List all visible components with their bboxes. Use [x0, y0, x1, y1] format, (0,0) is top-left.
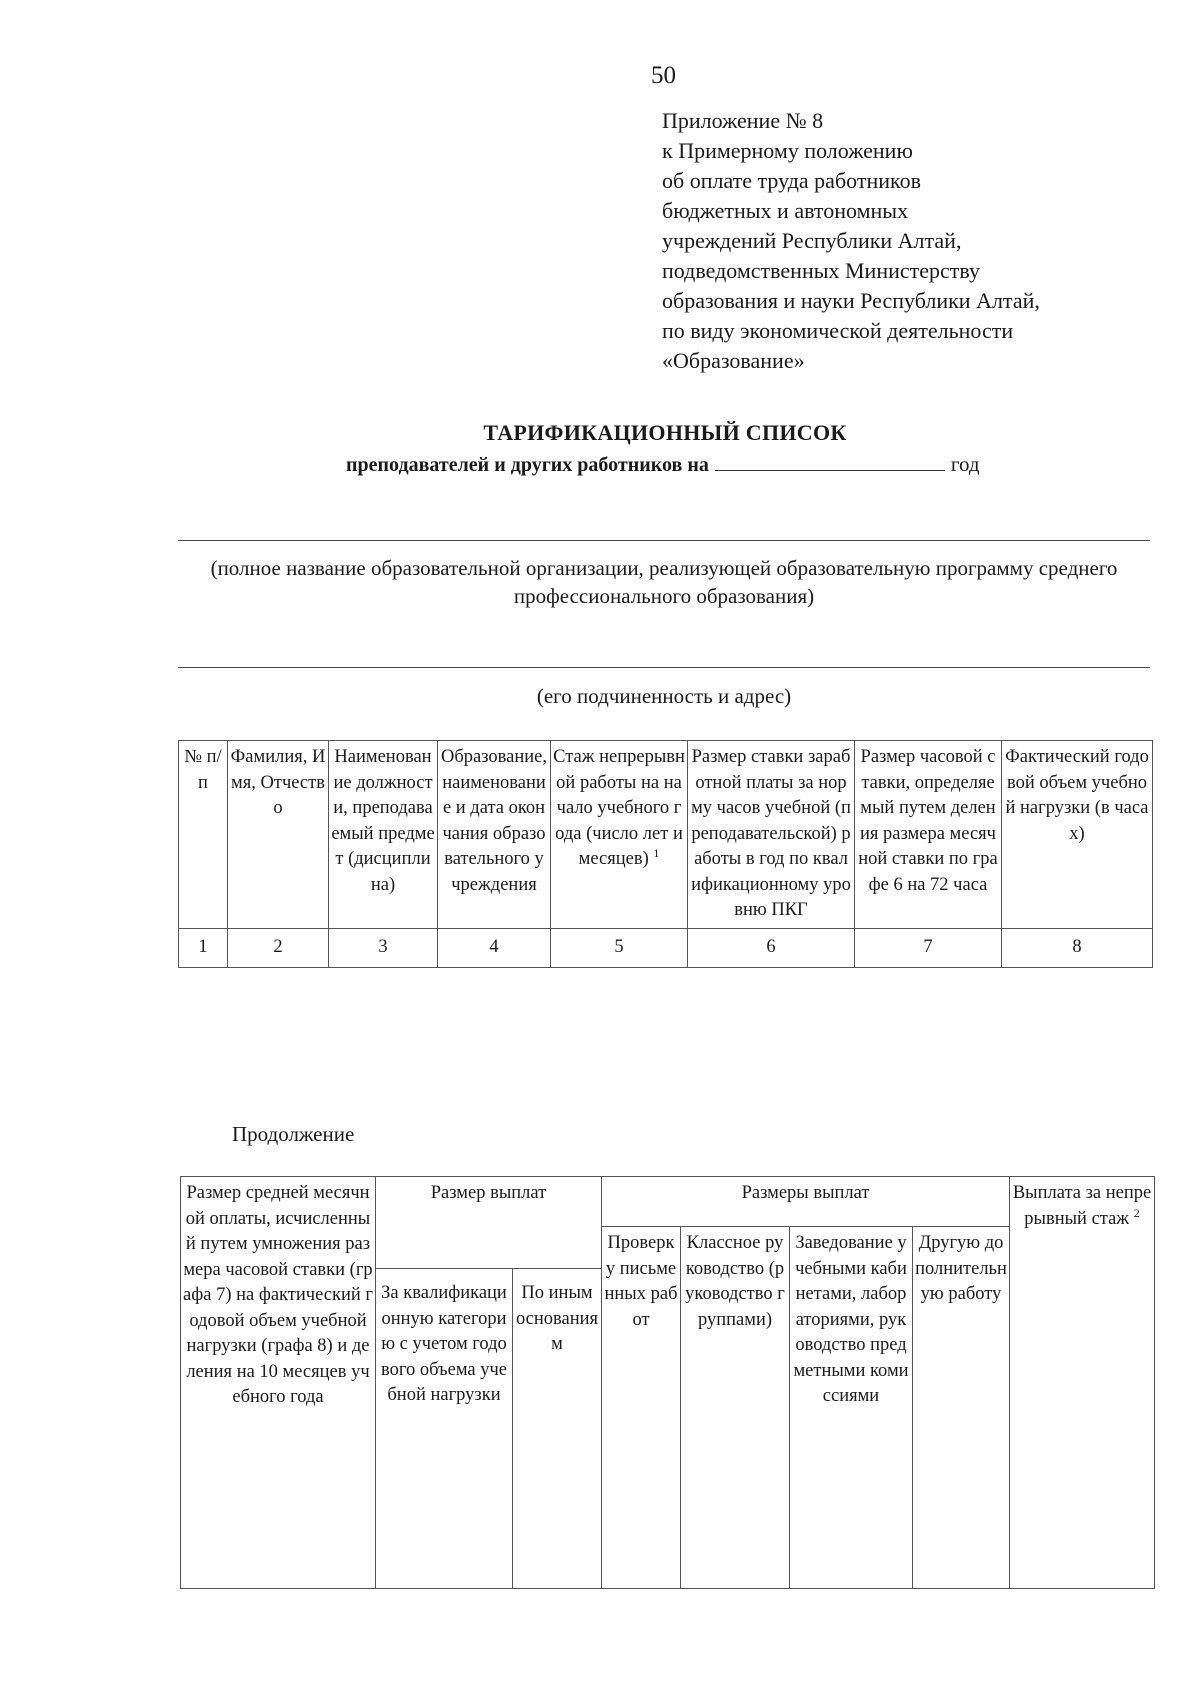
- appendix-line: «Образование»: [662, 348, 805, 373]
- address-hint: (его подчиненность и адрес): [536, 684, 792, 708]
- subtitle-year: год: [950, 452, 980, 476]
- address-line[interactable]: [178, 667, 1150, 668]
- header-cell: Фамилия, Имя, Отчество: [228, 741, 329, 929]
- appendix-line: Приложение № 8: [662, 108, 824, 133]
- header-cell: [551, 741, 688, 929]
- appendix-line: учреждений Республики Алтай,: [662, 228, 962, 253]
- year-blank-field[interactable]: [715, 452, 945, 471]
- footnote-mark: 1: [653, 845, 660, 860]
- group-header-payment-sizes: Размеры выплат: [602, 1177, 1010, 1227]
- column-number: 7: [855, 928, 1002, 967]
- appendix-line: бюджетных и автономных: [662, 198, 909, 223]
- seniority-payment-header: [1010, 1177, 1155, 1589]
- seniority-payment-text: Выплата за непрерывный стаж: [1012, 1183, 1152, 1229]
- subheader-cell: Проверку письменных работ: [602, 1227, 681, 1589]
- column-number: 3: [329, 928, 438, 967]
- page-number: 50: [651, 62, 676, 89]
- table-header-row: [181, 1177, 1155, 1227]
- org-name-line[interactable]: [178, 540, 1150, 541]
- header-cell: Фактический годовой объем учебной нагрузки (в часах): [1002, 741, 1153, 929]
- group-header-payments: Размер выплат: [376, 1177, 602, 1269]
- column-number: 5: [551, 928, 688, 967]
- tariff-table-main: [178, 740, 1153, 968]
- appendix-line: подведомственных Министерству: [662, 258, 981, 283]
- column-number: 2: [228, 928, 329, 967]
- avg-pay-header: Размер средней месячной оплаты, исчисленный путем умножения размера часовой ставки (графа 7) на фактический годовой объем учебной нагрузки (графа 8) и деления на 10 месяцев учебного года: [181, 1177, 376, 1589]
- document-subtitle: [346, 452, 980, 477]
- subheader-cell: Другую дополнительную работу: [913, 1227, 1010, 1589]
- column-number: 4: [438, 928, 551, 967]
- org-name-hint: (полное название образовательной организации, реализующей образовательную программу среднего профессионального образования): [210, 556, 1118, 608]
- header-cell: Размер часовой ставки, определяемый путем деления размера месячной ставки по графе 6 на 72 часа: [855, 741, 1002, 929]
- subheader-cell: Заведование учебными кабинетами, лабораториями, руководство предметными комиссиями: [790, 1227, 913, 1589]
- document-title: ТАРИФИКАЦИОННЫЙ СПИСОК: [483, 420, 847, 445]
- subheader-cell: Классное руководство (руководство группами): [681, 1227, 790, 1589]
- footnote-mark: 2: [1133, 1205, 1140, 1220]
- table-header-row: [179, 741, 1153, 929]
- column-number: 8: [1002, 928, 1153, 967]
- subtitle-text: преподавателей и других работников на: [346, 454, 709, 476]
- column-number-row: [179, 928, 1153, 967]
- header-cell: Образование, наименование и дата окончания образовательного учреждения: [438, 741, 551, 929]
- appendix-line: по виду экономической деятельности: [662, 318, 1014, 343]
- continuation-label: Продолжение: [232, 1122, 355, 1146]
- subheader-cell: За квалификационную категорию с учетом годового объема учебной нагрузки: [376, 1269, 513, 1589]
- tariff-table-continuation: [180, 1176, 1155, 1589]
- subheader-cell: По иным основаниям: [513, 1269, 602, 1589]
- column-number: 1: [179, 928, 228, 967]
- appendix-block: [662, 106, 1162, 376]
- appendix-line: об оплате труда работников: [662, 168, 921, 193]
- appendix-line: к Примерному положению: [662, 138, 913, 163]
- header-cell: Наименование должности, преподаваемый предмет (дисциплина): [329, 741, 438, 929]
- column-number: 6: [688, 928, 855, 967]
- header-cell-text: Стаж непрерывной работы на начало учебного года (число лет и месяцев): [553, 747, 685, 869]
- appendix-line: образования и науки Республики Алтай,: [662, 288, 1040, 313]
- header-cell: Размер ставки заработной платы за норму часов учебной (преподавательской) работы в год по квалификационному уровню ПКГ: [688, 741, 855, 929]
- header-cell: № п/п: [179, 741, 228, 929]
